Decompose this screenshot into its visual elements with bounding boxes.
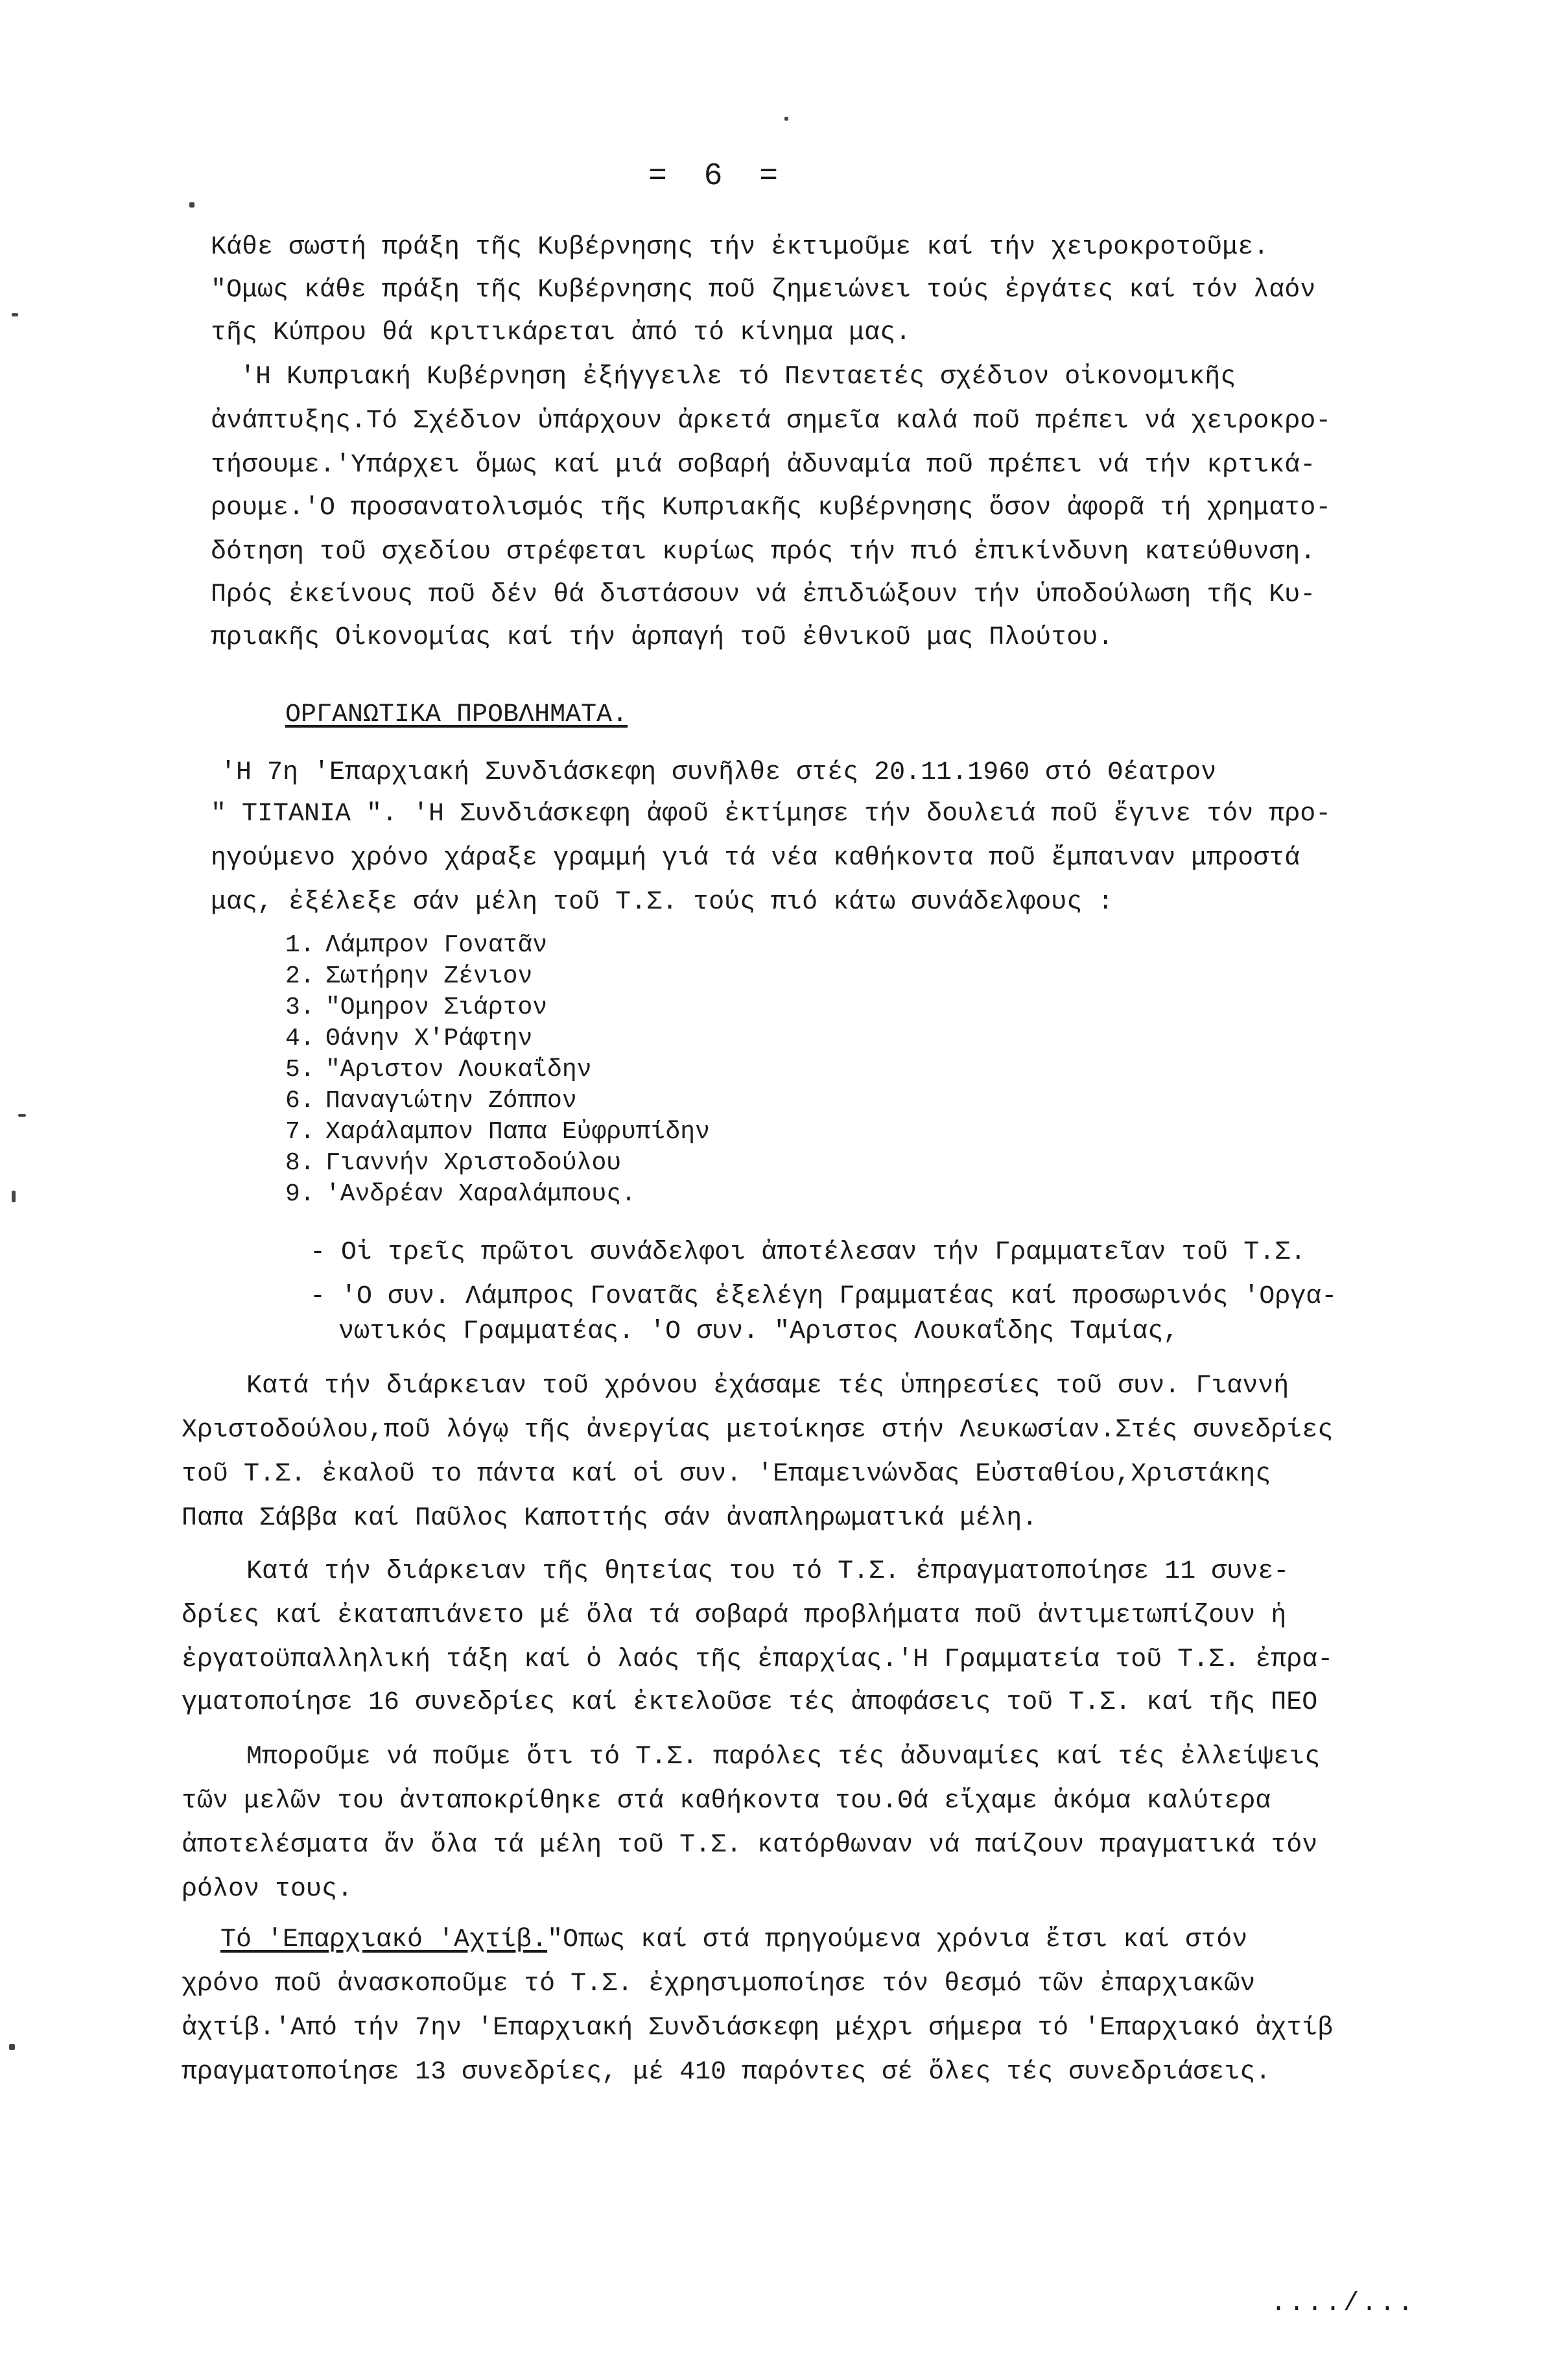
list-number: 5.	[285, 1056, 315, 1084]
list-item	[285, 931, 547, 959]
text-line: μας, ἐξέλεξε σάν μέλη τοῦ Τ.Σ. τούς πιό κάτω συνάδελφους :	[211, 888, 1114, 917]
member-name: "Αριστον Λουκαΐδην	[325, 1056, 592, 1084]
section-heading: ΟΡΓΑΝΩΤΙΚΑ ΠΡΟΒΛΗΜΑΤΑ.	[285, 700, 628, 730]
text-line: Κατά τήν διάρκειαν τοῦ χρόνου ἐχάσαμε τές ὑπηρεσίες τοῦ συν. Γιαννή	[246, 1372, 1289, 1401]
member-name: Παναγιώτην Ζόππον	[325, 1087, 577, 1115]
member-name: "Ομηρον Σιάρτον	[325, 994, 548, 1021]
text-line: ἐργατοϋπαλληλική τάξη καί ὁ λαός τῆς ἐπαρχίας.'Η Γραμματεία τοῦ Τ.Σ. ἐπρα-	[182, 1645, 1334, 1674]
text-line: Χριστοδούλου,ποῦ λόγῳ τῆς ἀνεργίας μετοίκησε στήν Λευκωσίαν.Στές συνεδρίες	[182, 1416, 1334, 1445]
list-number: 9.	[285, 1180, 315, 1208]
text-line: δότηση τοῦ σχεδίου στρέφεται κυρίως πρός τήν πιό ἐπικίνδυνη κατεύθυνση.	[211, 538, 1316, 567]
text-line: χρόνο ποῦ ἀνασκοποῦμε τό Τ.Σ. ἐχρησιμοποίησε τόν θεσμό τῶν ἐπαρχιακῶν	[182, 1969, 1256, 1999]
text-line: ἀνάπτυξης.Τό Σχέδιον ὑπάρχουν ἀρκετά σημεῖα καλά ποῦ πρέπει νά χειροκρο-	[211, 407, 1332, 436]
text-line: ἀχτίβ.'Από τήν 7ην 'Επαρχιακή Συνδιάσκεφη μέχρι σήμερα τό 'Επαρχιακό ἀχτίβ	[182, 2014, 1334, 2043]
text-line: νωτικός Γραμματέας. 'Ο συν. "Αριστος Λουκαΐδης Ταμίας,	[338, 1317, 1179, 1346]
list-item	[285, 994, 547, 1021]
page-number: = 6 =	[648, 159, 788, 194]
text-line: γματοποίησε 16 συνεδρίες καί ἐκτελοῦσε τές ἀποφάσεις τοῦ Τ.Σ. καί τῆς ΠΕΟ	[182, 1688, 1318, 1717]
text-line: Κάθε σωστή πράξη τῆς Κυβέρνησης τήν ἐκτιμοῦμε καί τήν χειροκροτοῦμε.	[211, 233, 1269, 262]
list-number: 8.	[285, 1149, 315, 1177]
text-line: τήσουμε.'Υπάρχει ὅμως καί μιά σοβαρή ἀδυναμία ποῦ πρέπει νά τήν κρτικά-	[211, 451, 1316, 480]
text-line: τῶν μελῶν του ἀνταποκρίθηκε στά καθήκοντα του.Θά εἴχαμε ἀκόμα καλύτερα	[182, 1787, 1271, 1816]
text-line: ἀποτελέσματα ἄν ὅλα τά μέλη τοῦ Τ.Σ. κατόρθωναν νά παίζουν πραγματικά τόν	[182, 1831, 1318, 1860]
text-line: 'Η Κυπριακή Κυβέρνηση ἐξήγγειλε τό Πενταετές σχέδιον οἰκονομικῆς	[240, 363, 1236, 392]
text-line: δρίες καί ἐκαταπιάνετο μέ ὅλα τά σοβαρά προβλήματα ποῦ ἀντιμετωπίζουν ἡ	[182, 1601, 1287, 1630]
member-name: Γιαννήν Χριστοδούλου	[325, 1149, 622, 1177]
text-line: ηγούμενο χρόνο χάραξε γραμμή γιά τά νέα καθήκοντα ποῦ ἔμπαιναν μπροστά	[211, 844, 1300, 873]
text-line: τοῦ Τ.Σ. ἐκαλοῦ το πάντα καί οἱ συν. 'Επαμεινώνδας Εὐσταθίου,Χριστάκης	[182, 1460, 1271, 1489]
text-line: πραγματοποίησε 13 συνεδρίες, μέ 410 παρόντες σέ ὅλες τές συνεδριάσεις.	[182, 2058, 1271, 2087]
text-line: Πρός ἐκείνους ποῦ δέν θά διστάσουν νά ἐπιδιώξουν τήν ὑποδούλωση τῆς Κυ-	[211, 580, 1316, 610]
list-item	[285, 1087, 577, 1115]
text-line: " ΤΙΤΑΝΙΑ ". 'Η Συνδιάσκεφη ἀφοῦ ἐκτίμησε τήν δουλειά ποῦ ἔγινε τόν προ-	[211, 800, 1332, 829]
member-name: Λάμπρον Γονατᾶν	[325, 931, 548, 959]
scan-speck	[189, 202, 194, 208]
text-line: 'Η 7η 'Επαρχιακή Συνδιάσκεφη συνῆλθε στές 20.11.1960 στό Θέατρον	[220, 758, 1217, 787]
scan-speck	[18, 1114, 26, 1117]
text-line: - 'Ο συν. Λάμπρος Γονατᾶς ἐξελέγη Γραμματέας καί προσωρινός 'Οργα-	[310, 1282, 1337, 1311]
text-line: ρόλον τους.	[182, 1875, 353, 1904]
text-line: - Οἱ τρεῖς πρῶτοι συνάδελφοι ἀποτέλεσαν τήν Γραμματεῖαν τοῦ Τ.Σ.	[310, 1238, 1306, 1267]
list-number: 7.	[285, 1118, 315, 1146]
text-line: Κατά τήν διάρκειαν τῆς θητείας του τό Τ.Σ. ἐπραγματοποίησε 11 συνε-	[246, 1557, 1289, 1586]
member-name: 'Ανδρέαν Χαραλάμπους.	[325, 1180, 636, 1208]
member-name: Χαράλαμπον Παπα Εὐφρυπίδην	[325, 1118, 710, 1146]
text-line: τῆς Κύπρου θά κριτικάρεται ἀπό τό κίνημα μας.	[211, 318, 912, 348]
member-name: Θάνην Χ'Ράφτην	[325, 1025, 533, 1053]
scan-speck	[12, 313, 18, 316]
list-number: 1.	[285, 931, 315, 959]
text-line	[220, 1927, 1247, 1953]
list-item	[285, 1180, 636, 1208]
scan-speck	[784, 117, 788, 121]
list-item	[285, 1025, 532, 1053]
text-line: ρουμε.'Ο προσανατολισμός τῆς Κυπριακῆς κυβέρνησης ὅσον ἀφορᾶ τή χρηματο-	[211, 494, 1332, 523]
text-line: "Ομως κάθε πράξη τῆς Κυβέρνησης ποῦ ζημειώνει τούς ἐργάτες καί τόν λαόν	[211, 276, 1316, 305]
list-number: 3.	[285, 994, 315, 1021]
scan-speck	[12, 1191, 16, 1202]
list-number: 4.	[285, 1025, 315, 1053]
list-item	[285, 1118, 710, 1146]
list-number: 6.	[285, 1087, 315, 1115]
continuation-mark: ..../...	[1271, 2289, 1417, 2318]
scan-speck	[9, 2044, 15, 2050]
list-item	[285, 1056, 591, 1084]
list-item	[285, 1149, 621, 1177]
aktiv-intro: "Οπως καί στά πρηγούμενα χρόνια ἔτσι καί στόν	[547, 1925, 1248, 1955]
text-line: Μποροῦμε νά ποῦμε ὅτι τό Τ.Σ. παρόλες τές ἀδυναμίες καί τές ἐλλείψεις	[246, 1743, 1321, 1772]
list-item	[285, 962, 532, 990]
text-line: πριακῆς Οἰκονομίας καί τήν ἁρπαγή τοῦ ἐθνικοῦ μας Πλούτου.	[211, 623, 1114, 652]
list-number: 2.	[285, 962, 315, 990]
member-name: Σωτήρην Ζένιον	[325, 962, 533, 990]
aktiv-heading: Τό 'Επαρχιακό 'Αχτίβ.	[220, 1925, 548, 1955]
text-line: Παπα Σάββα καί Παῦλος Καποττής σάν ἀναπληρωματικά μέλη.	[182, 1504, 1038, 1533]
